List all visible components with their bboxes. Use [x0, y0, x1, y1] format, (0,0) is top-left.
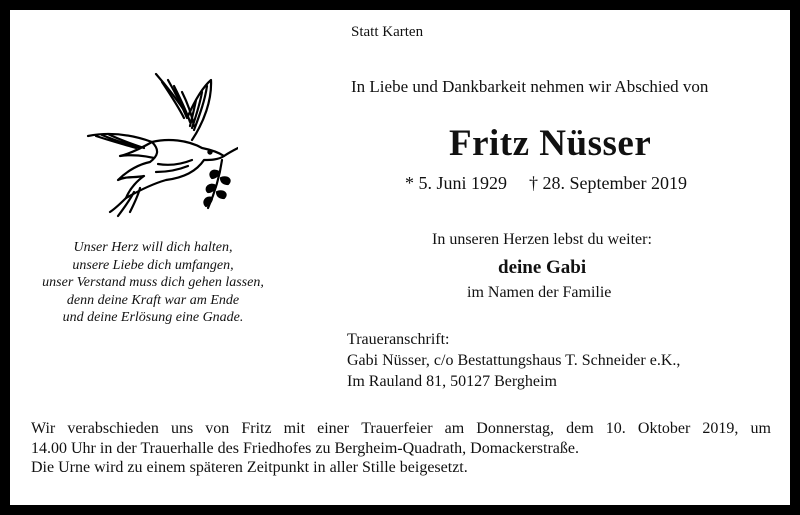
ceremony-word: Donnerstag,: [476, 420, 555, 437]
ceremony-word: mit: [283, 420, 306, 437]
intro-text: In Liebe und Dankbarkeit nehmen wir Abschied von: [351, 77, 709, 96]
ceremony-line-1: [31, 419, 771, 439]
ceremony-word: Trauerfeier: [361, 420, 433, 437]
ceremony-word: am: [444, 420, 465, 437]
address-line-2: Im Rauland 81, 50127 Bergheim: [347, 373, 557, 390]
birth-date: * 5. Juni 1929: [405, 173, 508, 193]
poem-block: [28, 239, 278, 327]
ceremony-word: uns: [170, 420, 194, 437]
mourner-family: im Namen der Familie: [467, 284, 612, 301]
deceased-name: Fritz Nüsser: [449, 123, 652, 164]
ceremony-word: Oktober: [637, 420, 691, 437]
poem-line: unsere Liebe dich umfangen,: [72, 257, 234, 273]
ceremony-text: [31, 419, 771, 478]
dove-icon: [78, 64, 238, 224]
poem-line: unser Verstand muss dich gehen lassen,: [42, 275, 264, 291]
ceremony-word: Wir: [31, 420, 56, 437]
poem-line: denn deine Kraft war am Ende: [66, 292, 240, 308]
address-line-1: Gabi Nüsser, c/o Bestattungshaus T. Schneider e.K.,: [347, 352, 681, 369]
mourner-name: deine Gabi: [498, 257, 587, 278]
ceremony-word: 2019,: [702, 420, 739, 437]
ceremony-word: dem: [566, 420, 594, 437]
statt-karten-label: Statt Karten: [351, 24, 424, 40]
ceremony-word: verabschieden: [67, 420, 159, 437]
address-label: Traueranschrift:: [347, 331, 450, 348]
ceremony-word: Fritz: [241, 420, 272, 437]
ceremony-word: 10.: [605, 420, 626, 437]
ceremony-word: einer: [317, 420, 350, 437]
ceremony-word: um: [750, 420, 771, 437]
death-date: † 28. September 2019: [529, 173, 687, 193]
ceremony-line-3: Die Urne wird zu einem späteren Zeitpunkt in aller Stille beigesetzt.: [31, 459, 468, 476]
poem-line: und deine Erlösung eine Gnade.: [62, 310, 244, 326]
mourners-lead: In unseren Herzen lebst du weiter:: [432, 231, 652, 248]
ceremony-word: von: [205, 420, 230, 437]
poem-line: Unser Herz will dich halten,: [73, 240, 233, 255]
ceremony-line-2: 14.00 Uhr in der Trauerhalle des Friedhofes zu Bergheim-Quadrath, Domackerstraße.: [31, 439, 579, 457]
